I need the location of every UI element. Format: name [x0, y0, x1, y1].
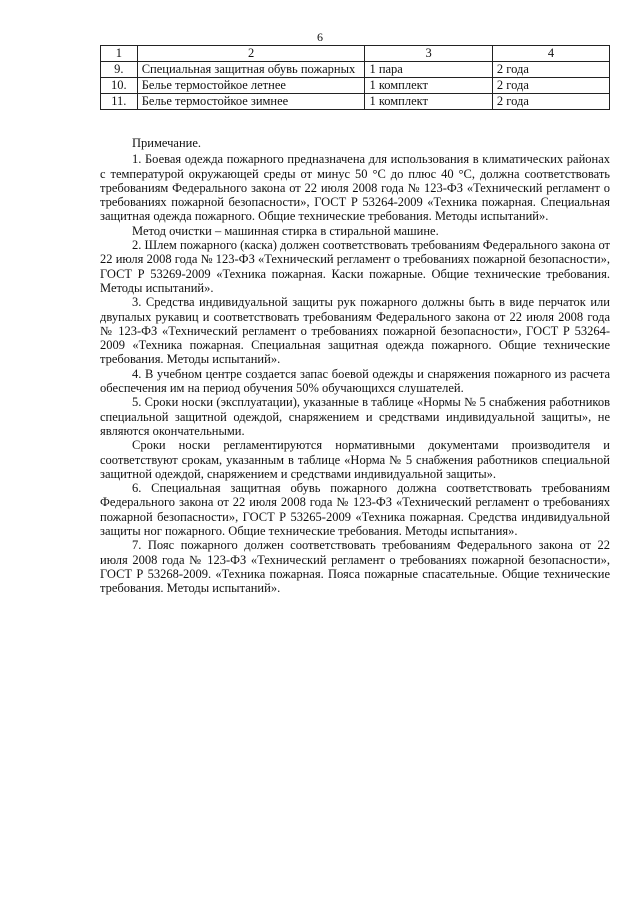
row-number: 11. [101, 94, 138, 110]
item-period: 2 года [492, 78, 609, 94]
item-name: Специальная защитная обувь пожарных [137, 62, 365, 78]
item-name: Белье термостойкое зимнее [137, 94, 365, 110]
table-header-row [101, 46, 610, 62]
note-paragraph: 2. Шлем пожарного (каска) должен соответствовать требованиям Федерального закона от 22 июля 2008 года № 123-ФЗ «Технический регламент о требованиях пожарной безопасности», ГОСТ Р 53269-2009 «Техника пожарная. Каски пожарные. Общие технические требования. Методы испытаний». [100, 238, 610, 295]
item-quantity: 1 комплект [365, 78, 492, 94]
table-header-cell: 3 [365, 46, 492, 62]
item-name: Белье термостойкое летнее [137, 78, 365, 94]
equipment-norms-table [100, 45, 610, 110]
table-header-cell: 2 [137, 46, 365, 62]
page-number: 6 [317, 30, 323, 44]
note-paragraph: Сроки носки регламентируются нормативными документами производителя и соответствуют срокам, указанным в таблице «Норма № 5 снабжения работников специальной защитной одеждой, снаряжением и средствами индивидуальной защиты». [100, 438, 610, 481]
table-row [101, 78, 610, 94]
item-period: 2 года [492, 94, 609, 110]
notes-title: Примечание. [132, 136, 202, 150]
note-paragraph: 3. Средства индивидуальной защиты рук пожарного должны быть в виде перчаток или двупалых рукавиц и соответствовать требованиям Федерального закона от 22 июля 2008 года № 123-ФЗ «Технический регламент о требованиях пожарной безопасности», ГОСТ Р 53264-2009 «Техника пожарная. Специальная защитная одежда пожарного. Общие технические требования. Методы испытаний». [100, 295, 610, 367]
table-header-cell: 4 [492, 46, 609, 62]
item-period: 2 года [492, 62, 609, 78]
table-row [101, 94, 610, 110]
note-paragraph: 7. Пояс пожарного должен соответствовать требованиям Федерального закона от 22 июля 2008 года № 123-ФЗ «Технический регламент о требованиях пожарной безопасности», ГОСТ Р 53268-2009. «Техника пожарная. Пояса пожарные спасательные. Общие технические требования. Методы испытаний». [100, 538, 610, 596]
note-paragraph: Метод очистки – машинная стирка в стиральной машине. [132, 223, 439, 238]
item-quantity: 1 комплект [365, 94, 492, 110]
note-paragraph: 6. Специальная защитная обувь пожарного должна соответствовать требованиям Федерального закона от 22 июля 2008 года № 123-ФЗ «Технический регламент о требованиях пожарной безопасности», ГОСТ Р 53265-2009 «Техника пожарная. Средства индивидуальной защиты ног пожарного. Общие технические требования. Методы испытания». [100, 481, 610, 539]
table-header-cell: 1 [101, 46, 138, 62]
table-row [101, 62, 610, 78]
notes-section [100, 136, 610, 596]
note-paragraph: 4. В учебном центре создается запас боевой одежды и снаряжения пожарного из расчета обеспечения им на период обучения 50% обучающихся слушателей. [100, 366, 610, 396]
note-paragraph: 5. Сроки носки (эксплуатации), указанные в таблице «Нормы № 5 снабжения работников специальной защитной одеждой, снаряжением и средствами индивидуальной защиты», не являются окончательными. [100, 395, 610, 438]
note-paragraph: 1. Боевая одежда пожарного предназначена для использования в климатических районах с температурой окружающей среды от минус 50 °C до плюс 40 °C, должна соответствовать требованиям Федерального закона от 22 июля 2008 года № 123-ФЗ «Технический регламент о требованиях пожарной безопасности», ГОСТ Р 53264-2009 «Техника пожарная. Специальная защитная одежда пожарного. Общие технические требования. Методы испытаний». [100, 152, 610, 224]
item-quantity: 1 пара [365, 62, 492, 78]
row-number: 9. [101, 62, 138, 78]
row-number: 10. [101, 78, 138, 94]
